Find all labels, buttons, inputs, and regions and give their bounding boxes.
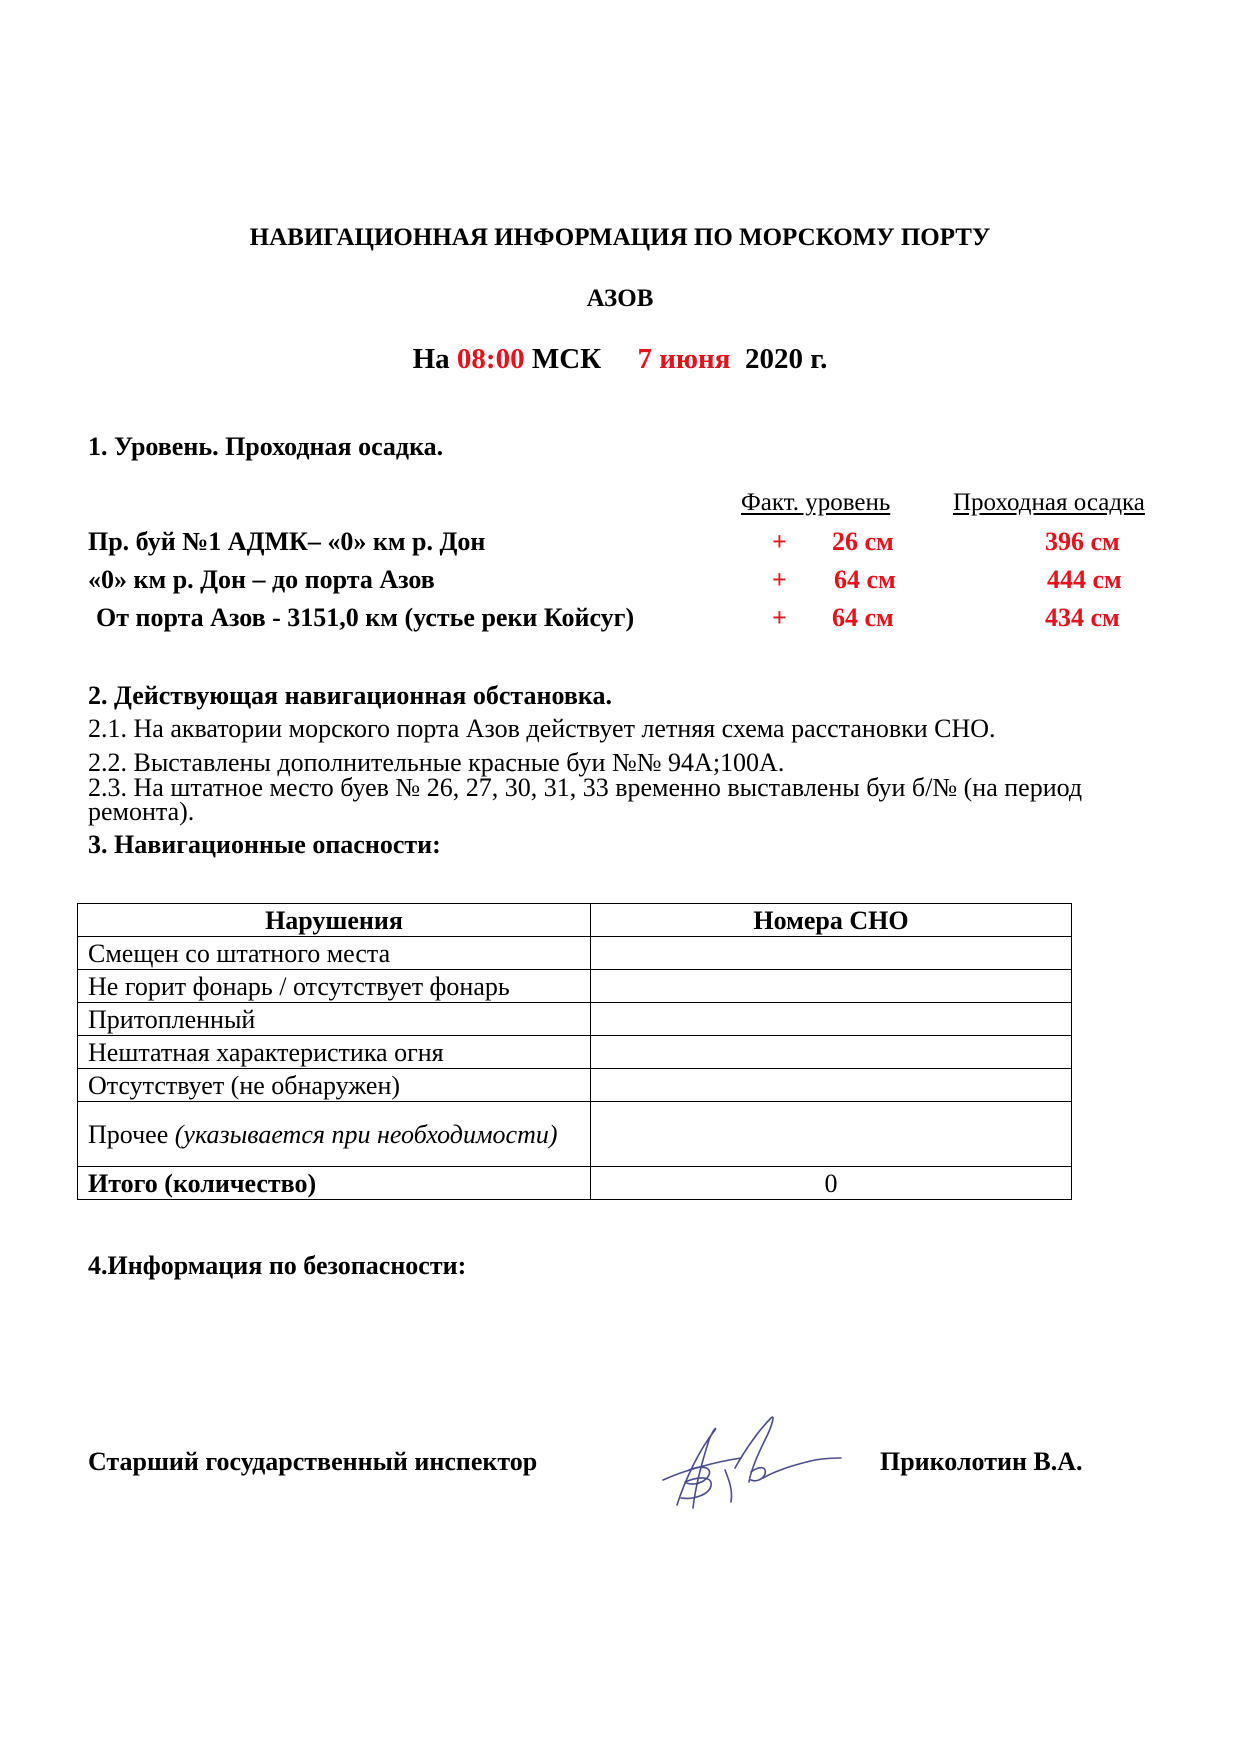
report-date: 7 июня xyxy=(637,343,731,375)
signer-position: Старший государственный инспектор xyxy=(88,1447,538,1476)
sno-value xyxy=(591,1036,1072,1069)
section3-title: 3. Навигационные опасности: xyxy=(88,830,441,859)
level-row-name: «0» км р. Дон – до порта Азов xyxy=(88,565,435,594)
total-label: Итого (количество) xyxy=(78,1167,591,1200)
level-row-draft: 434 см xyxy=(1045,603,1120,632)
time-zone: МСК xyxy=(531,343,602,375)
handwritten-signature xyxy=(655,1410,845,1515)
signer-name: Приколотин В.А. xyxy=(880,1447,1083,1476)
violation-label: Отсутствует (не обнаружен) xyxy=(78,1069,591,1102)
violation-label-other xyxy=(78,1102,591,1167)
other-label: Прочее xyxy=(88,1119,169,1149)
table-row xyxy=(78,970,1072,1003)
level-row-draft: 396 см xyxy=(1045,527,1120,556)
total-value: 0 xyxy=(591,1167,1072,1200)
nav-item: 2.2. Выставлены дополнительные красные буи №№ 94А;100А. xyxy=(88,748,785,777)
sno-value xyxy=(591,1003,1072,1036)
level-row-name: Пр. буй №1 АДМК– «0» км р. Дон xyxy=(88,527,486,556)
doc-title: НАВИГАЦИОННАЯ ИНФОРМАЦИЯ ПО МОРСКОМУ ПОРТУ xyxy=(249,224,991,251)
violation-label: Смещен со штатного места xyxy=(78,937,591,970)
level-row-level: 26 см xyxy=(832,527,894,556)
section2-title: 2. Действующая навигационная обстановка. xyxy=(88,681,612,710)
level-row-level: 64 см xyxy=(832,603,894,632)
col-header-sno-numbers: Номера СНО xyxy=(591,904,1072,937)
section4-title: 4.Информация по безопасности: xyxy=(88,1251,467,1280)
table-row xyxy=(78,1003,1072,1036)
level-row-sign: + xyxy=(772,565,787,594)
table-row-total xyxy=(78,1167,1072,1200)
level-row-level: 64 см xyxy=(834,565,896,594)
port-name: АЗОВ xyxy=(586,285,654,312)
sno-value xyxy=(591,1069,1072,1102)
nav-item: 2.1. На акватории морского порта Азов действует летняя схема расстановки СНО. xyxy=(88,714,996,743)
col-header-level: Факт. уровень xyxy=(741,489,891,516)
table-row-other xyxy=(78,1102,1072,1167)
level-row-draft: 444 см xyxy=(1047,565,1122,594)
report-time: 08:00 xyxy=(456,343,525,375)
level-row-sign: + xyxy=(772,527,787,556)
report-year: 2020 г. xyxy=(744,343,828,375)
col-header-violations: Нарушения xyxy=(78,904,591,937)
table-header-row xyxy=(78,904,1072,937)
report-datetime xyxy=(0,343,1240,376)
col-header-draft: Проходная осадка xyxy=(953,489,1145,516)
nav-item-continued: ремонта). xyxy=(88,797,195,826)
sno-value xyxy=(591,937,1072,970)
violation-label: Притопленный xyxy=(78,1003,591,1036)
violation-label: Не горит фонарь / отсутствует фонарь xyxy=(78,970,591,1003)
sno-value xyxy=(591,1102,1072,1167)
section1-title: 1. Уровень. Проходная осадка. xyxy=(88,432,444,461)
other-note: (указывается при необходимости) xyxy=(174,1119,558,1149)
table-row xyxy=(78,1036,1072,1069)
hazards-table xyxy=(77,903,1072,1200)
nav-item: 2.3. На штатное место буев № 26, 27, 30, 31, 33 временно выставлены буи б/№ (на период xyxy=(88,773,1083,802)
level-row-sign: + xyxy=(772,603,787,632)
sno-value xyxy=(591,970,1072,1003)
date-prefix: На xyxy=(412,343,450,375)
violation-label: Нештатная характеристика огня xyxy=(78,1036,591,1069)
table-row xyxy=(78,1069,1072,1102)
table-row xyxy=(78,937,1072,970)
level-row-name: От порта Азов - 3151,0 км (устье реки Койсуг) xyxy=(96,603,635,632)
